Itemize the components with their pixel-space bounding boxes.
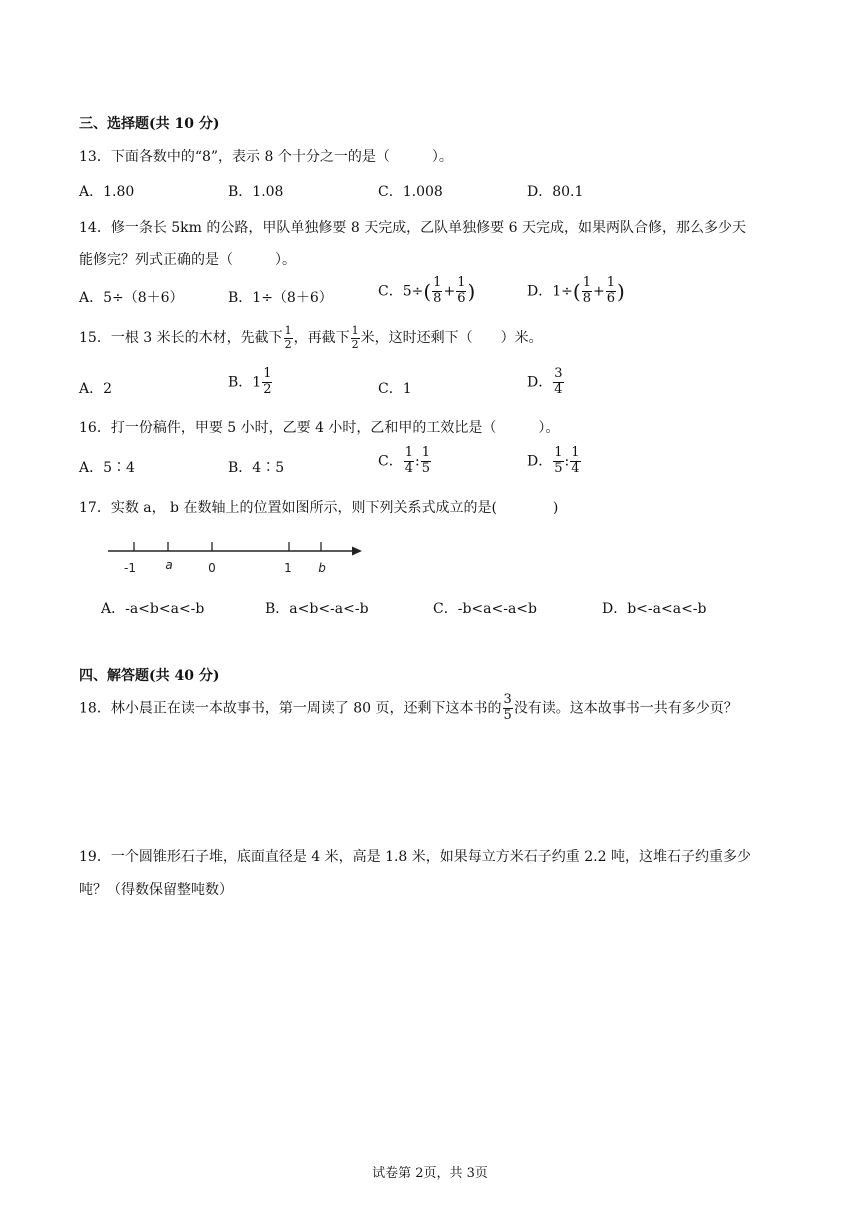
- label-one: 1: [284, 561, 292, 575]
- q15-option-a: A．2: [79, 381, 113, 397]
- q14-option-c-prefix: C．5÷: [378, 283, 424, 300]
- fraction: $\frac{1}{6}$: [606, 275, 615, 306]
- fraction: $\frac{1}{8}$: [433, 275, 442, 306]
- fraction: $\frac{1}{2}$: [263, 366, 272, 397]
- fraction: $\frac{1}{5}$: [421, 445, 430, 476]
- q14-option-d: D．1÷( $\frac{1}{8}$ + $\frac{1}{6}$ ): [527, 275, 625, 306]
- fraction: $\frac{1}{2}$: [351, 324, 359, 351]
- fraction: $\frac{1}{6}$: [457, 275, 466, 306]
- fraction: $\frac{3}{5}$: [503, 692, 512, 723]
- q17-option-c: C．-b<a<-a<b: [433, 601, 537, 617]
- q15-option-c: C．1: [378, 381, 412, 397]
- q14-option-b: B．1÷（8＋6）: [228, 290, 333, 306]
- fraction: $\frac{3}{4}$: [554, 366, 563, 397]
- section-4-heading: 四、解答题(共 40 分): [79, 668, 220, 684]
- fraction: $\frac{1}{8}$: [582, 275, 591, 306]
- question-14-stem-line1: 14．修一条长 5km 的公路，甲队单独修要 8 天完成，乙队单独修要 6 天完成，如果两队合修，那么多少天: [79, 220, 746, 236]
- fraction: $\frac{1}{5}$: [554, 445, 563, 476]
- question-15-stem: 15．一根 3 米长的木材，先截下 $\frac{1}{2}$ ，再截下 $\frac{1}{2}$ 米，这时还剩下（ ）米。: [79, 324, 543, 351]
- q17-option-a: A．-a<b<a<-b: [101, 601, 205, 617]
- number-line-figure: [100, 536, 370, 578]
- q14-option-c: C．5÷( $\frac{1}{8}$ + $\frac{1}{6}$ ): [378, 275, 476, 306]
- q13-option-c: C．1.008: [378, 184, 443, 200]
- q17-option-b: B．a<b<-a<-b: [265, 601, 369, 617]
- question-18-stem: 18．林小晨正在读一本故事书，第一周读了 80 页，还剩下这本书的 $\frac{3}{5}$ 没有读。这本故事书一共有多少页？: [79, 692, 738, 723]
- question-19-stem-line1: 19．一个圆锥形石子堆，底面直径是 4 米，高是 1.8 米，如果每立方米石子约重 2.2 吨，这堆石子约重多少: [79, 849, 751, 865]
- q16-option-c: C． $\frac{1}{4}$ : $\frac{1}{5}$: [378, 445, 430, 476]
- q16-option-d: D． $\frac{1}{5}$ : $\frac{1}{4}$: [527, 445, 580, 476]
- q13-option-a: A．1.80: [79, 184, 135, 200]
- q16-option-b: B．4∶5: [228, 460, 285, 476]
- question-19-stem-line2: 吨？（得数保留整吨数）: [79, 882, 233, 898]
- fraction: $\frac{1}{4}$: [571, 445, 580, 476]
- q14-option-a: A．5÷（8＋6）: [79, 290, 184, 306]
- q13-option-b: B．1.08: [228, 184, 284, 200]
- question-17-stem: 17．实数 a， b 在数轴上的位置如图所示，则下列关系式成立的是( ): [79, 500, 559, 516]
- q13-option-d: D．80.1: [527, 184, 584, 200]
- q16-option-a: A．5∶4: [79, 460, 135, 476]
- label-b: b: [318, 561, 326, 575]
- question-14-stem-line2: 能修完？列式正确的是（ ）。: [79, 252, 296, 268]
- label-minus-1: -1: [124, 561, 136, 575]
- section-3-heading: 三、选择题(共 10 分): [79, 116, 220, 132]
- q17-option-d: D．b<-a<a<-b: [602, 601, 707, 617]
- number-line-arrow: [352, 547, 362, 556]
- q15-option-b: B．1 $\frac{1}{2}$: [228, 366, 272, 397]
- q15-option-d: D． $\frac{3}{4}$: [527, 366, 563, 397]
- question-13-stem: 13．下面各数中的“8”，表示 8 个十分之一的是（ ）。: [79, 149, 453, 165]
- q14-option-d-prefix: D．1÷: [527, 283, 573, 300]
- page-footer: 试卷第 2页，共 3页: [372, 1166, 488, 1181]
- fraction: $\frac{1}{4}$: [404, 445, 413, 476]
- fraction: $\frac{1}{2}$: [284, 324, 292, 351]
- label-a: a: [165, 558, 173, 572]
- label-zero: 0: [208, 561, 216, 575]
- question-16-stem: 16．打一份稿件，甲要 5 小时，乙要 4 小时，乙和甲的工效比是（ ）。: [79, 420, 560, 436]
